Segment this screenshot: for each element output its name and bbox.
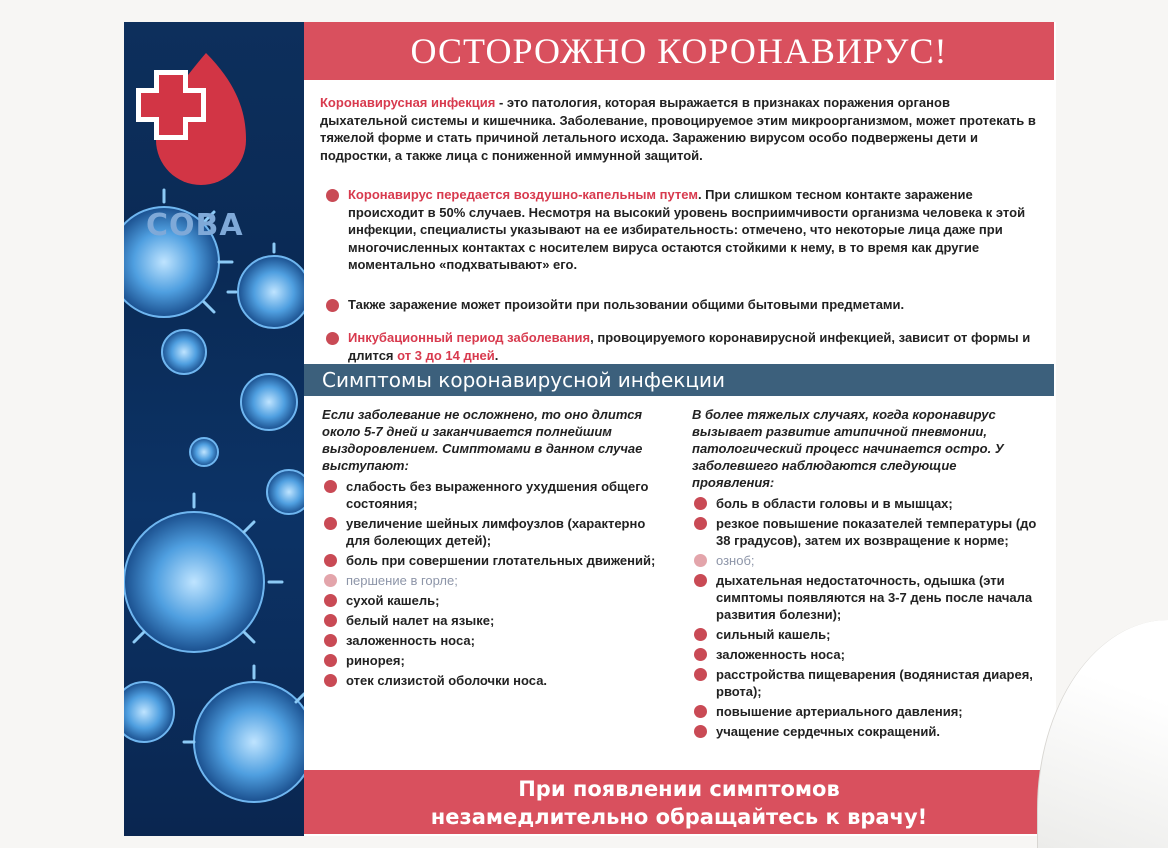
bullet-dot-icon — [326, 332, 339, 345]
list-item-text: боль при совершении глотательных движений; — [346, 553, 656, 568]
fact-text-end: . — [494, 347, 499, 363]
bullet-dot-icon — [324, 594, 337, 607]
bullet-dot-icon — [694, 705, 707, 718]
list-item-text: отек слизистой оболочки носа. — [346, 673, 548, 688]
mild-symptoms-column — [322, 406, 672, 692]
bullet-dot-icon — [694, 517, 707, 530]
brand-logo: COBA — [146, 208, 244, 243]
mild-intro: Если заболевание не осложнено, то оно длится около 5-7 дней и заканчивается полнейшим выздоровлением. Симптомами в данном случае выступают: — [322, 407, 643, 473]
fact-household — [320, 296, 1040, 314]
fact-text: . При слишком тесном контакте заражение происходит в 50% случаев. Несмотря на высокий уровень восприимчивости организма человека к этой инфекции, специалисты указывают на ее избирательность: отмечено, что некоторые лица даже при многочисленных контактах с носителем вируса остаются стойкими к нему, в то время как другие моментально «подхватывают» его. — [348, 187, 1026, 272]
list-item — [322, 652, 672, 669]
fact-highlight: Коронавирус передается воздушно-капельным путем — [348, 187, 698, 202]
bullet-dot-icon — [694, 554, 707, 567]
medical-cross-logo-icon — [136, 48, 246, 188]
list-item — [322, 592, 672, 609]
fact-incubation — [320, 329, 1040, 364]
virus-side-panel — [124, 22, 304, 836]
fact-highlight-duration: от 3 до 14 дней — [397, 347, 495, 363]
fact-text: , провоцируемого коронавирусной инфекцией, зависит от формы и длится — [348, 330, 1031, 363]
list-item-text: повышение артериального давления; — [716, 704, 963, 719]
list-item-text: ринорея; — [346, 653, 405, 668]
list-item — [322, 478, 672, 512]
bullet-dot-icon — [324, 480, 337, 493]
list-item-text: белый налет на языке; — [346, 613, 495, 628]
intro-highlight: Коронавирусная инфекция — [320, 95, 496, 110]
symptoms-heading: Симптомы коронавирусной инфекции — [304, 364, 1054, 396]
list-item — [692, 515, 1037, 549]
list-item — [692, 646, 1037, 663]
severe-symptoms-list — [692, 495, 1037, 740]
list-item-text: боль в области головы и в мышцах; — [716, 496, 953, 511]
list-item — [322, 632, 672, 649]
list-item-text: заложенность носа; — [716, 647, 845, 662]
poster — [124, 22, 1056, 836]
page-title: ОСТОРОЖНО КОРОНАВИРУС! — [304, 22, 1054, 80]
list-item — [692, 495, 1037, 512]
list-item-text: сухой кашель; — [346, 593, 440, 608]
bullet-dot-icon — [324, 554, 337, 567]
bullet-dot-icon — [324, 517, 337, 530]
bullet-dot-icon — [324, 574, 337, 587]
list-item-text: озноб; — [716, 553, 755, 568]
bullet-dot-icon — [694, 668, 707, 681]
bullet-dot-icon — [324, 654, 337, 667]
bullet-dot-icon — [326, 189, 339, 202]
severe-intro: В более тяжелых случаях, когда коронавирус вызывает развитие атипичной пневмонии, патологический процесс начинается остро. У заболевшего наблюдаются следующие проявления: — [692, 407, 1004, 490]
fact-text: Также заражение может произойти при пользовании общими бытовыми предметами. — [348, 296, 905, 312]
mild-symptoms-list — [322, 478, 672, 689]
list-item — [322, 672, 672, 689]
list-item — [692, 572, 1037, 623]
bullet-dot-icon — [324, 674, 337, 687]
list-item — [692, 703, 1037, 720]
call-to-action-banner — [304, 770, 1054, 834]
intro-section — [320, 94, 1040, 364]
list-item-text: слабость без выраженного ухудшения общего состояния; — [346, 479, 649, 511]
bullet-dot-icon — [326, 299, 339, 312]
bullet-dot-icon — [694, 725, 707, 738]
paper-curl — [1037, 620, 1168, 848]
bullet-dot-icon — [694, 648, 707, 661]
intro-paragraph — [320, 94, 1040, 164]
intro-text: - это патология, которая выражается в признаках поражения органов дыхательной системы и кишечника. Заболевание, провоцируемое этим микроорганизмом, может протекать в тяжелой форме и стать причиной летального исхода. Заражению вирусом особо подвержены дети и подростки, а также лица с пониженной иммунной защитой. — [320, 95, 1036, 163]
list-item — [322, 515, 672, 549]
list-item-text: увеличение шейных лимфоузлов (характерно для болеющих детей); — [346, 516, 646, 548]
list-item — [692, 552, 1037, 569]
list-item — [322, 572, 672, 589]
list-item — [692, 666, 1037, 700]
list-item — [692, 626, 1037, 643]
bullet-dot-icon — [694, 628, 707, 641]
list-item-text: расстройства пищеварения (водянистая диарея, рвота); — [716, 667, 1033, 699]
cta-line-2: незамедлительно обращайтесь к врачу! — [430, 805, 928, 829]
fact-transmission — [320, 186, 1040, 274]
list-item — [692, 723, 1037, 740]
list-item — [322, 552, 672, 569]
list-item-text: заложенность носа; — [346, 633, 475, 648]
list-item — [322, 612, 672, 629]
bullet-dot-icon — [324, 614, 337, 627]
list-item-text: резкое повышение показателей температуры (до 38 градусов), затем их возвращение к норме; — [716, 516, 1037, 548]
list-item-text: першение в горле; — [346, 573, 458, 588]
list-item-text: дыхательная недостаточность, одышка (эти симптомы появляются на 3-7 день после начала развития болезни); — [716, 573, 1033, 622]
bullet-dot-icon — [324, 634, 337, 647]
severe-symptoms-column — [692, 406, 1037, 743]
bullet-dot-icon — [694, 574, 707, 587]
bullet-dot-icon — [694, 497, 707, 510]
cta-line-1: При появлении симптомов — [518, 777, 840, 801]
fact-highlight: Инкубационный период заболевания — [348, 330, 591, 345]
list-item-text: сильный кашель; — [716, 627, 831, 642]
list-item-text: учащение сердечных сокращений. — [716, 724, 940, 739]
